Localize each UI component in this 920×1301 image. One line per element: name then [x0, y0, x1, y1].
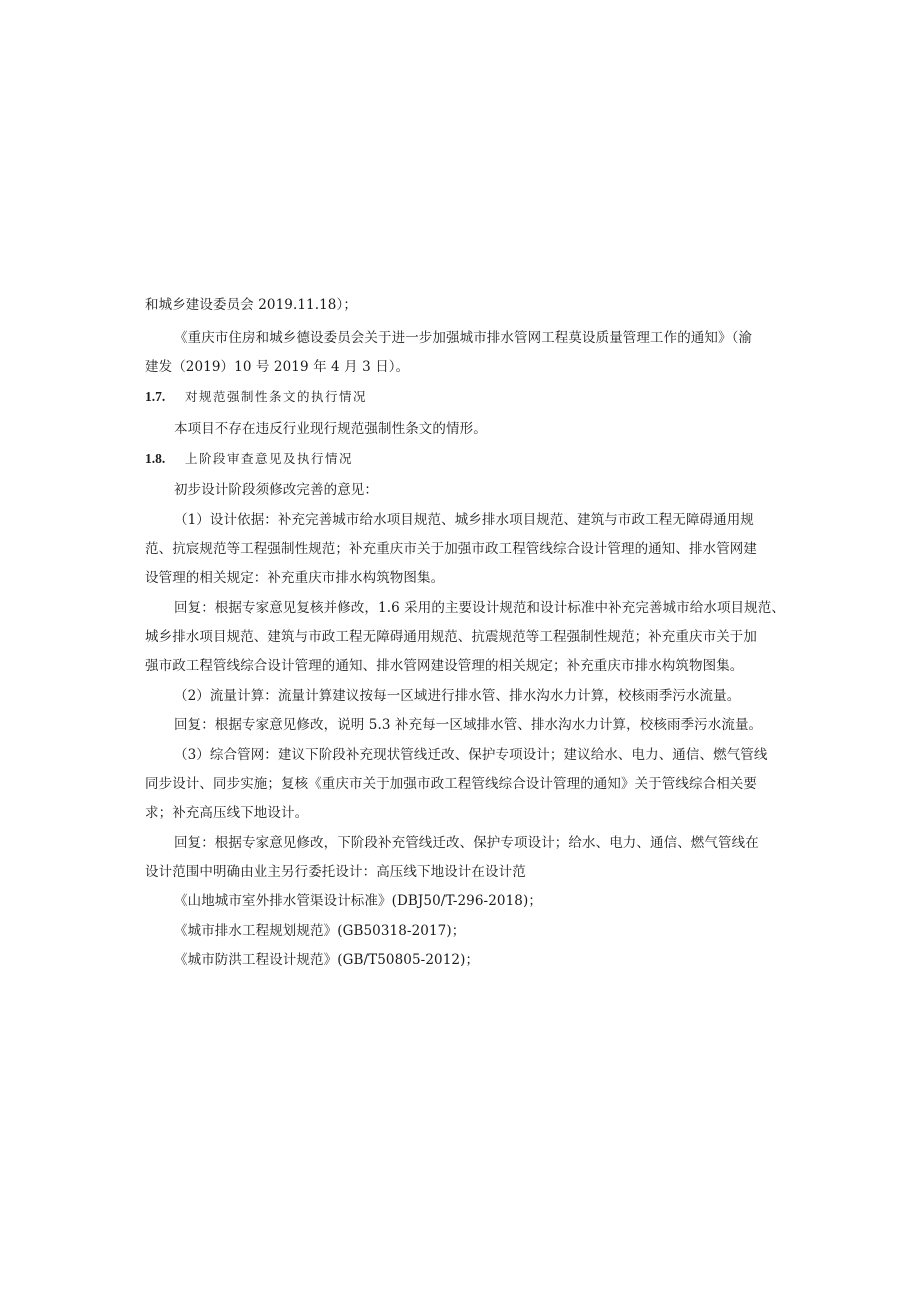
standard-item: 《城市排水工程规划规范》(GB50318-2017)； [174, 923, 466, 939]
text-line: 求；补充高压线下地设计。 [145, 805, 309, 821]
section-heading-1-7 [145, 388, 367, 406]
text-line: 回复：根据专家意见修改，下阶段补充管线迁改、保护专项设计；给水、电力、通信、燃气管线在 [174, 835, 759, 851]
section-heading-1-8 [145, 450, 353, 468]
text-line: 强市政工程管线综合设计管理的通知、排水管网建设管理的相关规定；补充重庆市排水构筑物图集。 [145, 658, 744, 674]
text-line: 本项目不存在违反行业现行规范强制性条文的情形。 [174, 421, 487, 437]
text-line: （2）流量计算：流量计算建议按每一区域进行排水管、排水沟水力计算，校核雨季污水流量。 [174, 688, 741, 704]
text-line: （1）设计依据：补充完善城市给水项目规范、城乡排水项目规范、建筑与市政工程无障碍通用规 [174, 512, 754, 528]
text-line: （3）综合管网：建议下阶段补充现状管线迁改、保护专项设计；建议给水、电力、通信、燃气管线 [174, 747, 768, 763]
text-line: 设计范围中明确由业主另行委托设计：高压线下地设计在设计范 [145, 864, 526, 880]
section-title: 对规范强制性条文的执行情况 [185, 389, 368, 404]
standard-item: 《城市防洪工程设计规范》(GB/T50805-2012)； [174, 952, 480, 968]
text-line: 设管理的相关规定：补充重庆市排水构筑物图集。 [145, 570, 445, 586]
text-line: 回复：根据专家意见复核并修改，1.6 采用的主要设计规范和设计标准中补充完善城市给水项目规范、 [174, 600, 785, 616]
section-number: 1.8. [145, 451, 166, 466]
section-number: 1.7. [145, 389, 166, 404]
text-line: 范、抗宸规范等工程强制性规范；补充重庆市关于加强市政工程管线综合设计管理的通知、排水管网建 [145, 541, 757, 557]
text-line: 《重庆市住房和城乡德设委员会关于进一步加强城市排水管网工程莫设质量管理工作的通知》（渝 [174, 330, 753, 346]
text-line: 和城乡建设委员会 2019.11.18）； [145, 297, 357, 313]
text-line: 同步设计、同步实施；复核《重庆市关于加强市政工程管线综合设计管理的通知》关于管线综合相关要 [145, 776, 757, 792]
section-title: 上阶段审查意见及执行情况 [185, 451, 354, 466]
text-line: 初步设计阶段须修改完善的意见： [174, 482, 378, 498]
text-line: 回复：根据专家意见修改，说明 5.3 补充每一区域排水管、排水沟水力计算，校核雨季污水流量。 [174, 717, 763, 733]
text-line: 建发（2019）10 号 2019 年 4 月 3 日）。 [145, 359, 410, 375]
text-line: 城乡排水项目规范、建筑与市政工程无障碍通用规范、抗震规范等工程强制性规范；补充重庆市关于加 [145, 629, 757, 645]
standard-item: 《山地城市室外排水管渠设计标准》(DBJ50/T-296-2018)； [174, 893, 542, 909]
